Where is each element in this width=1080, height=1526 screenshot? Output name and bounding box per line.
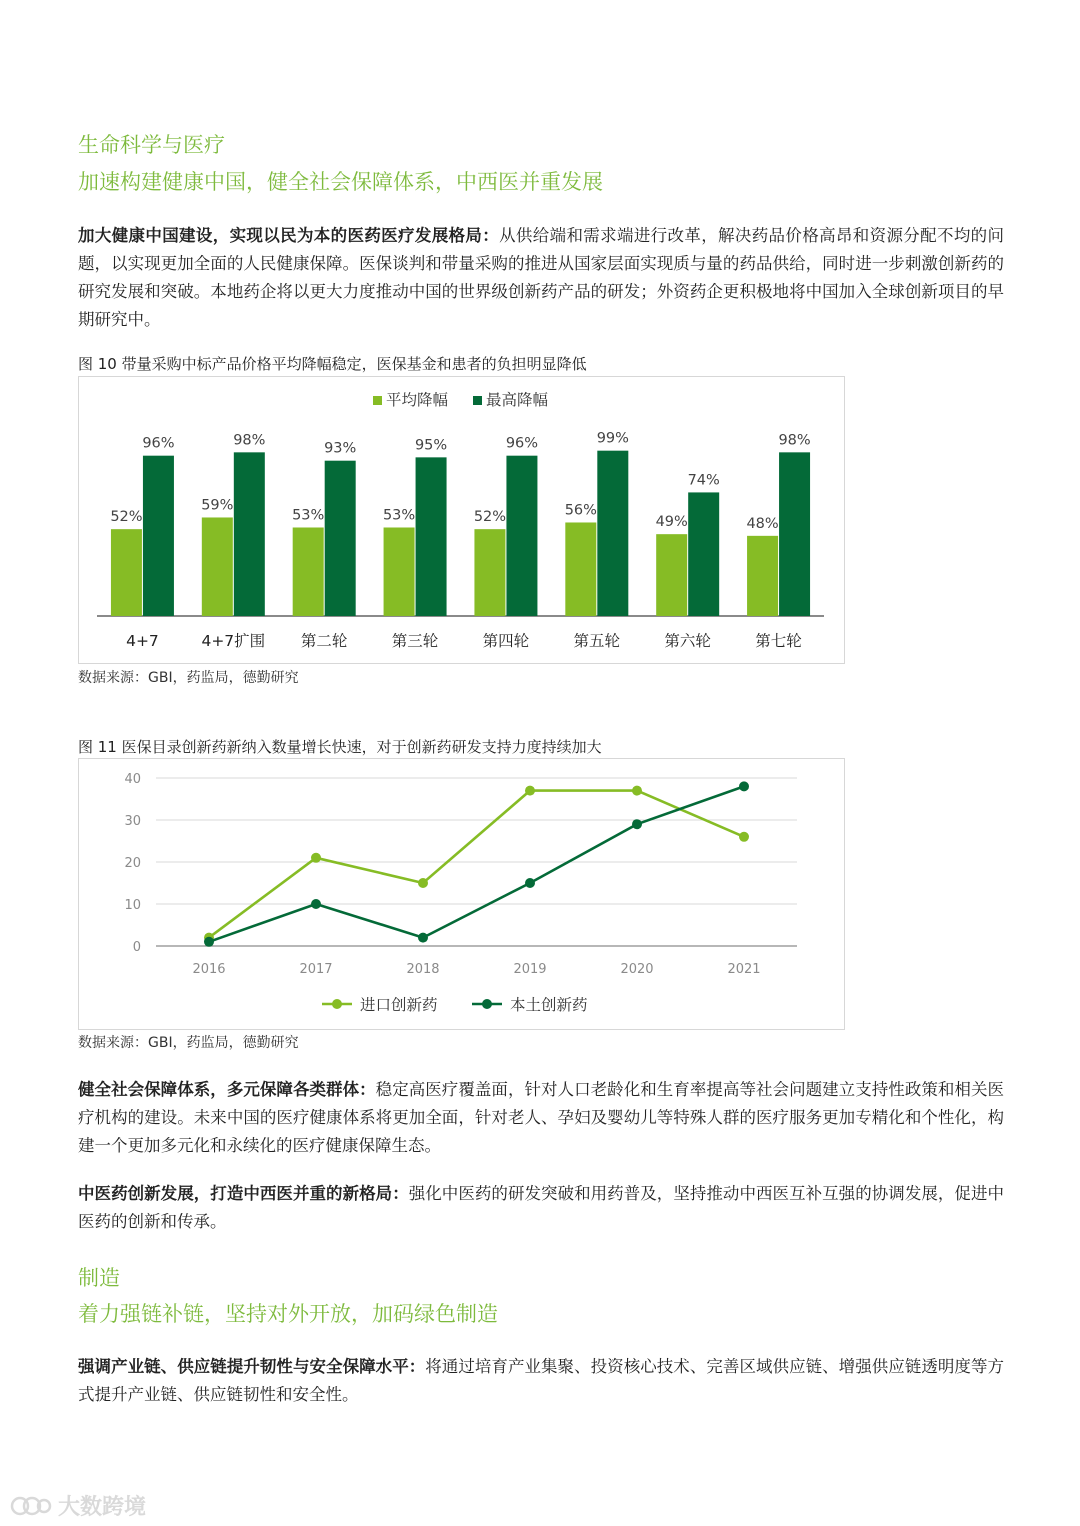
category-label: 4+7 [126,632,159,650]
legend-marker [332,999,342,1009]
data-point [525,786,535,796]
x-tick-label: 2019 [513,962,547,977]
bar [416,457,447,616]
x-tick-label: 2017 [299,962,333,977]
figure-10-caption: 图 10 带量采购中标产品价格平均降幅稳定，医保基金和患者的负担明显降低 [78,355,587,373]
paragraph-lead: 强调产业链、供应链提升韧性与安全保障水平： [78,1357,426,1376]
bar-chart [79,377,844,663]
data-point [525,878,535,888]
data-label: 56% [564,502,597,519]
data-label: 52% [473,509,507,526]
section-title: 生命科学与医疗 [78,133,225,157]
paragraph-body: 将通过培育产业集聚、投资核心技术、完善区域供应链、增强供应链透明度等方式提升产业链、供应链韧性和安全性。 [78,1357,1005,1404]
bar [474,529,505,616]
paragraph-body: 强化中医药的研发突破和用药普及，坚持推动中西医互补互强的协调发展，促进中医药的创新和传承。 [78,1184,1005,1231]
legend-label: 最高降幅 [486,391,549,409]
legend-label: 进口创新药 [360,996,438,1014]
watermark [10,1490,146,1521]
figure-11-source: 数据来源：GBI，药监局，德勤研究 [78,1035,299,1051]
data-point [311,853,321,863]
bar [384,527,415,616]
category-label: 第二轮 [300,632,348,650]
data-point [204,937,214,947]
data-point [632,786,642,796]
data-label: 98% [233,432,266,449]
paragraph-social-security [78,1076,1004,1160]
bar [688,492,719,616]
bar [656,534,687,616]
legend-swatch [473,396,482,405]
watermark-logo-icon [10,1495,52,1517]
bar [202,517,233,616]
legend-swatch [373,396,382,405]
y-tick-label: 40 [124,772,141,787]
category-label: 第五轮 [573,632,621,650]
paragraph-lead: 健全社会保障体系，多元保障各类群体： [78,1080,376,1099]
x-tick-label: 2020 [620,962,654,977]
bar [565,522,596,616]
legend-label: 本土创新药 [510,996,588,1014]
data-label: 59% [201,497,234,514]
data-label: 93% [324,440,357,457]
data-point [739,781,749,791]
paragraph-lead: 中医药创新发展，打造中西医并重的新格局： [78,1184,409,1203]
data-point [418,878,428,888]
series-line [209,791,744,938]
data-label: 96% [505,435,539,452]
data-point [418,933,428,943]
x-tick-label: 2018 [406,962,440,977]
data-point [311,899,321,909]
bar [747,536,778,616]
series-line [209,786,744,941]
section-title: 制造 [78,1266,120,1290]
category-label: 第七轮 [755,632,802,650]
y-tick-label: 10 [124,898,141,913]
data-point [632,819,642,829]
bar [506,456,537,616]
data-label: 52% [110,509,143,526]
y-tick-label: 0 [132,940,141,955]
data-label: 98% [778,432,811,449]
category-label: 4+7扩围 [201,632,266,650]
x-tick-label: 2021 [727,962,761,977]
paragraph-body: 稳定高医疗覆盖面，针对人口老龄化和生育率提高等社会问题建立支持性政策和相关医疗机构的建设。未来中国的医疗健康体系将更加全面，针对老人、孕妇及婴幼儿等特殊人群的医疗服务更加专精化和个性化，构建一个更加多元化和永续化的医疗健康保障生态。 [78,1080,1005,1155]
section-subtitle: 着力强链补链，坚持对外开放，加码绿色制造 [78,1302,498,1326]
figure-11-chart [78,758,845,1030]
paragraph-tcm [78,1180,1004,1236]
x-tick-label: 2016 [192,962,226,977]
paragraph-lead: 加大健康中国建设，实现以民为本的医药医疗发展格局： [78,226,500,245]
bar [325,461,356,616]
y-tick-label: 20 [124,856,141,871]
data-label: 95% [414,437,448,454]
data-label: 48% [746,515,779,532]
data-point [739,832,749,842]
bar [293,527,324,616]
bar [234,452,265,616]
category-label: 第六轮 [664,632,711,650]
figure-10-source: 数据来源：GBI，药监局，德勤研究 [78,670,299,686]
category-label: 第四轮 [482,632,530,650]
paragraph-healthy-china [78,222,1004,334]
figure-11-caption: 图 11 医保目录创新药新纳入数量增长快速，对于创新药研发支持力度持续加大 [78,738,602,756]
paragraph-supply-chain [78,1353,1004,1409]
category-label: 第三轮 [391,632,439,650]
section-subtitle: 加速构建健康中国，健全社会保障体系，中西医并重发展 [78,170,603,194]
paragraph-body: 从供给端和需求端进行改革，解决药品价格高昂和资源分配不均的问题，以实现更加全面的人民健康保障。医保谈判和带量采购的推进从国家层面实现质与量的药品供给，同时进一步刺激创新药的研究发展和突破。本地药企将以更大力度推动中国的世界级创新药产品的研发；外资药企更积极地将中国加入全球创新项目的早期研究中。 [78,226,1005,329]
figure-10-chart [78,376,845,664]
y-tick-label: 30 [124,814,141,829]
data-label: 53% [382,507,416,524]
data-label: 99% [596,430,629,447]
watermark-text: 大数跨境 [58,1495,147,1520]
data-label: 96% [142,435,175,452]
data-label: 74% [687,472,720,489]
bar [779,452,810,616]
legend-marker [482,999,492,1009]
bar [143,456,174,616]
bar [597,451,628,616]
legend-label: 平均降幅 [386,391,449,409]
data-label: 49% [655,514,688,531]
data-label: 53% [292,507,325,524]
bar [111,529,142,616]
line-chart [79,759,844,1029]
